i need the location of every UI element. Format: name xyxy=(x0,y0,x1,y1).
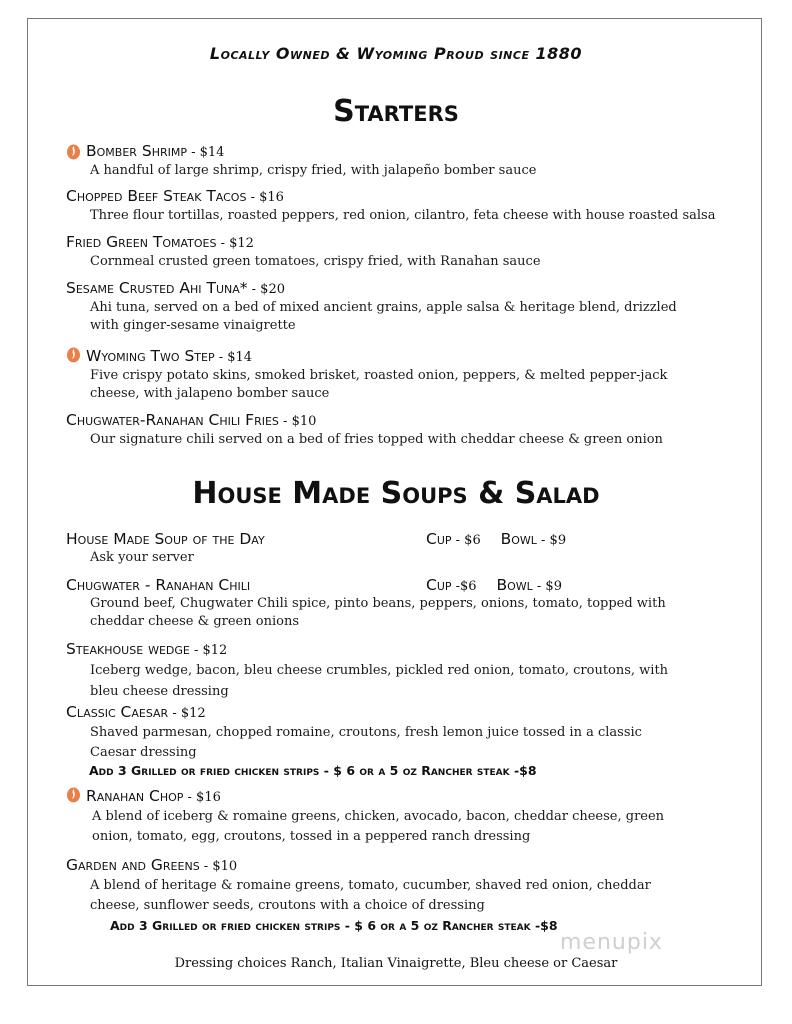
starter-item xyxy=(66,411,716,449)
dressing-choices-note: Dressing choices Ranch, Italian Vinaigrette, Bleu cheese or Caesar xyxy=(174,956,618,971)
item-name: Chugwater-Ranahan Chili Fries xyxy=(66,411,279,429)
starter-item xyxy=(86,142,736,180)
soup-item xyxy=(66,530,716,567)
item-name: Classic Caesar xyxy=(66,703,169,721)
item-description: A blend of iceberg & romaine greens, chicken, avocado, bacon, cheddar cheese, green onion, tomato, egg, croutons, tossed in a peppered ranch dressing xyxy=(92,809,665,844)
cup-label: Cup xyxy=(426,576,452,594)
bowl-label: Bowl xyxy=(500,530,537,548)
item-price: - $12 xyxy=(168,706,206,721)
salad-item xyxy=(66,640,696,702)
cup-label: Cup xyxy=(426,530,452,548)
add-protein-note: Add 3 Grilled or fried chicken strips - $ 6 or a 5 oz Rancher steak -$8 xyxy=(110,918,558,933)
item-description: Ground beef, Chugwater Chili spice, pinto beans, peppers, onions, tomato, topped with cheddar cheese & green onions xyxy=(90,596,666,629)
item-price: - $10 xyxy=(278,414,317,429)
item-price: - $16 xyxy=(246,190,284,205)
item-description: Cornmeal crusted green tomatoes, crispy fried, with Ranahan sauce xyxy=(90,254,541,269)
item-name: Sesame Crusted Ahi Tuna* xyxy=(66,279,248,297)
starter-item xyxy=(66,279,686,335)
bowl-price: - $9 xyxy=(532,579,562,594)
item-description: Ahi tuna, served on a bed of mixed ancient grains, apple salsa & heritage blend, drizzled with ginger-sesame vinaigrette xyxy=(90,300,677,333)
item-description: Shaved parmesan, chopped romaine, croutons, fresh lemon juice tossed in a classic Caesar dressing xyxy=(90,725,642,760)
soups-salad-heading: House Made Soups & Salad xyxy=(192,476,600,511)
bowl-price: - $9 xyxy=(536,533,567,548)
soup-item xyxy=(66,576,666,631)
salad-item xyxy=(86,787,706,847)
item-name: House Made Soup of the Day xyxy=(66,530,265,548)
item-price: - $20 xyxy=(247,282,285,297)
cup-bowl-prices xyxy=(426,576,562,594)
salad-item xyxy=(66,856,691,916)
item-price: - $16 xyxy=(183,790,221,805)
item-name: Bomber Shrimp xyxy=(86,142,187,160)
cup-price: - $6 xyxy=(451,533,481,548)
add-protein-note: Add 3 Grilled or fried chicken strips - $ 6 or a 5 oz Rancher steak -$8 xyxy=(89,763,537,778)
item-description: Iceberg wedge, bacon, bleu cheese crumbles, pickled red onion, tomato, croutons, with bleu cheese dressing xyxy=(90,663,669,699)
item-price: - $12 xyxy=(189,643,228,658)
item-price: - $10 xyxy=(199,859,238,874)
bowl-label: Bowl xyxy=(496,576,533,594)
signature-flame-icon xyxy=(66,785,81,803)
item-description: Our signature chili served on a bed of fries topped with cheddar cheese & green onion xyxy=(90,432,663,447)
item-description: Ask your server xyxy=(90,550,194,565)
item-description: A handful of large shrimp, crispy fried, with jalapeño bomber sauce xyxy=(90,163,537,178)
item-name: Fried Green Tomatoes xyxy=(66,233,217,251)
tagline: Locally Owned & Wyoming Proud since 1880 xyxy=(209,44,583,63)
item-name: Steakhouse wedge xyxy=(66,640,190,658)
starter-item xyxy=(86,347,716,403)
item-name: Chopped Beef Steak Tacos xyxy=(66,187,247,205)
starter-item xyxy=(66,187,716,225)
signature-flame-icon xyxy=(66,142,81,160)
item-name: Chugwater - Ranahan Chili xyxy=(66,576,251,594)
cup-bowl-prices xyxy=(426,530,566,548)
item-price: - $14 xyxy=(186,145,225,160)
item-description: Five crispy potato skins, smoked brisket, roasted onion, peppers, & melted pepper-jack cheese, with jalapeno bomber sauce xyxy=(90,368,668,401)
starters-heading: Starters xyxy=(333,94,459,129)
item-price: - $12 xyxy=(216,236,254,251)
salad-item xyxy=(66,703,686,763)
item-name: Wyoming Two Step xyxy=(86,347,215,365)
item-description: Three flour tortillas, roasted peppers, red onion, cilantro, feta cheese with house roasted salsa xyxy=(90,208,716,223)
cup-price: -$6 xyxy=(451,579,477,594)
watermark: menupix xyxy=(560,930,663,955)
item-description: A blend of heritage & romaine greens, tomato, cucumber, shaved red onion, cheddar cheese, sunflower seeds, croutons with a choice of dressing xyxy=(90,878,651,913)
starter-item xyxy=(66,233,716,271)
item-price: - $14 xyxy=(214,350,253,365)
item-name: Garden and Greens xyxy=(66,856,200,874)
item-name: Ranahan Chop xyxy=(86,787,184,805)
signature-flame-icon xyxy=(66,345,81,363)
